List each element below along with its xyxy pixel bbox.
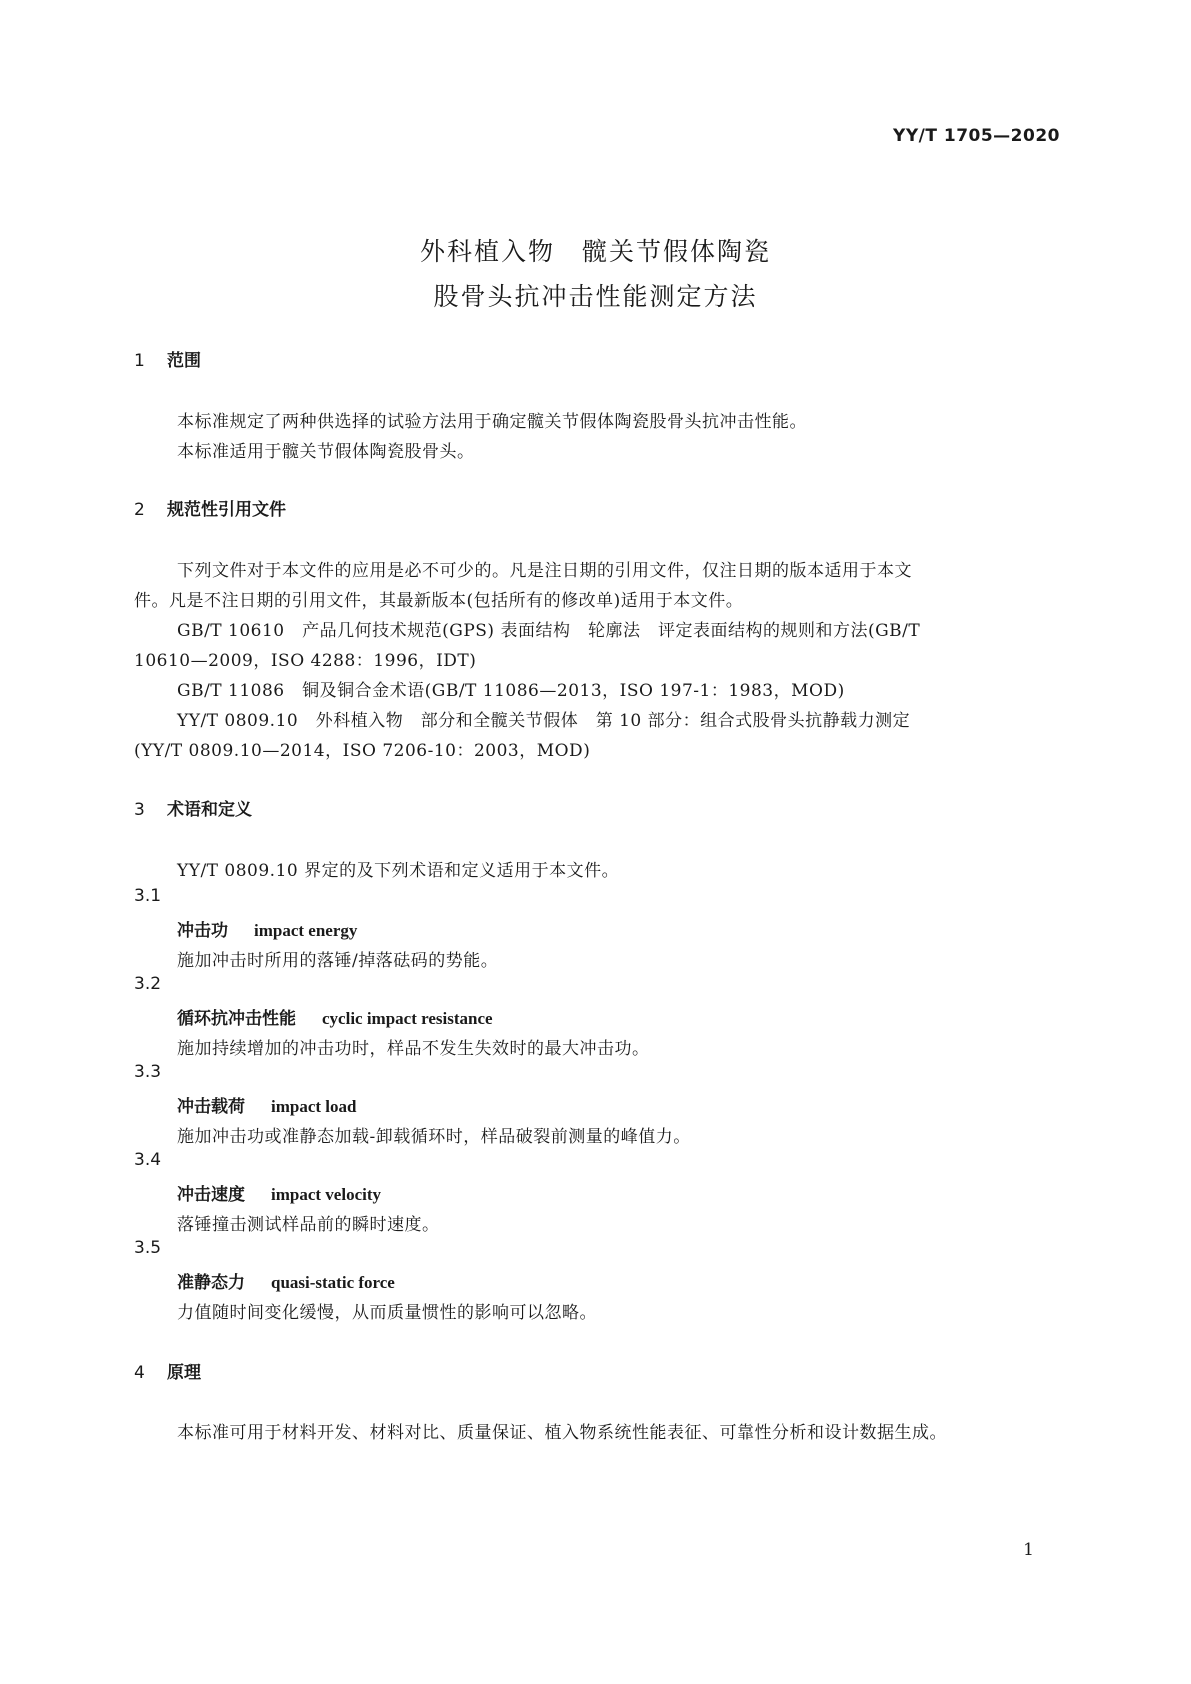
reference-3-line-b: (YY/T 0809.10—2014，ISO 7206-10：2003，MOD) xyxy=(134,741,591,761)
reference-2: GB/T 11086 铜及铜合金术语(GB/T 11086—2013，ISO 197-1：1983，MOD) xyxy=(177,681,845,701)
term-zh: 准静态力 xyxy=(177,1273,245,1293)
term-zh: 冲击载荷 xyxy=(177,1097,245,1117)
term-heading xyxy=(177,916,357,941)
section-title: 术语和定义 xyxy=(167,800,252,820)
section-number: 2 xyxy=(134,500,145,520)
section-1-heading xyxy=(134,346,201,371)
section-1-paragraph-1: 本标准规定了两种供选择的试验方法用于确定髋关节假体陶瓷股骨头抗冲击性能。 xyxy=(177,412,807,432)
term-en: impact velocity xyxy=(271,1185,381,1204)
document-title-line1: 外科植入物 髋关节假体陶瓷 xyxy=(419,237,771,266)
section-number: 3 xyxy=(134,800,145,820)
term-heading xyxy=(177,1268,395,1293)
reference-3-line-a: YY/T 0809.10 外科植入物 部分和全髋关节假体 第 10 部分：组合式股骨头抗静载力测定 xyxy=(177,711,911,731)
section-number: 4 xyxy=(134,1363,145,1383)
section-1-paragraph-2: 本标准适用于髋关节假体陶瓷股骨头。 xyxy=(177,442,475,462)
section-3-heading xyxy=(134,795,252,820)
term-number: 3.4 xyxy=(134,1150,162,1170)
standard-code: YY/T 1705—2020 xyxy=(893,126,1060,146)
term-en: cyclic impact resistance xyxy=(322,1009,493,1028)
reference-1-line-b: 10610—2009，ISO 4288：1996，IDT) xyxy=(134,651,477,671)
section-2-heading xyxy=(134,495,286,520)
section-title: 范围 xyxy=(167,351,201,371)
term-number: 3.5 xyxy=(134,1238,162,1258)
term-number: 3.3 xyxy=(134,1062,162,1082)
term-heading xyxy=(177,1180,381,1205)
term-en: impact energy xyxy=(254,921,358,940)
term-definition: 落锤撞击测试样品前的瞬时速度。 xyxy=(177,1215,440,1235)
page-number: 1 xyxy=(1023,1540,1034,1560)
section-2-paragraph-1a: 下列文件对于本文件的应用是必不可少的。凡是注日期的引用文件，仅注日期的版本适用于本文 xyxy=(177,561,912,581)
section-4-heading xyxy=(134,1358,201,1383)
term-heading xyxy=(177,1004,493,1029)
section-2-paragraph-1b: 件。凡是不注日期的引用文件，其最新版本(包括所有的修改单)适用于本文件。 xyxy=(134,591,744,611)
section-number: 1 xyxy=(134,351,145,371)
term-zh: 循环抗冲击性能 xyxy=(177,1009,296,1029)
term-zh: 冲击速度 xyxy=(177,1185,245,1205)
term-definition: 施加冲击时所用的落锤/掉落砝码的势能。 xyxy=(177,951,499,971)
term-en: quasi-static force xyxy=(271,1273,395,1292)
section-4-paragraph-1: 本标准可用于材料开发、材料对比、质量保证、植入物系统性能表征、可靠性分析和设计数据生成。 xyxy=(177,1423,947,1443)
term-definition: 施加冲击功或准静态加载-卸载循环时，样品破裂前测量的峰值力。 xyxy=(177,1127,691,1147)
term-number: 3.1 xyxy=(134,886,162,906)
term-definition: 施加持续增加的冲击功时，样品不发生失效时的最大冲击功。 xyxy=(177,1039,650,1059)
term-number: 3.2 xyxy=(134,974,162,994)
term-definition: 力值随时间变化缓慢，从而质量惯性的影响可以忽略。 xyxy=(177,1303,597,1323)
reference-1-line-a: GB/T 10610 产品几何技术规范(GPS) 表面结构 轮廓法 评定表面结构的规则和方法(GB/T xyxy=(177,621,921,641)
document-title-line2: 股骨头抗冲击性能测定方法 xyxy=(433,282,758,311)
term-heading xyxy=(177,1092,356,1117)
term-zh: 冲击功 xyxy=(177,921,228,941)
section-3-intro: YY/T 0809.10 界定的及下列术语和定义适用于本文件。 xyxy=(177,861,620,881)
section-title: 原理 xyxy=(167,1363,201,1383)
section-title: 规范性引用文件 xyxy=(167,500,286,520)
term-en: impact load xyxy=(271,1097,357,1116)
